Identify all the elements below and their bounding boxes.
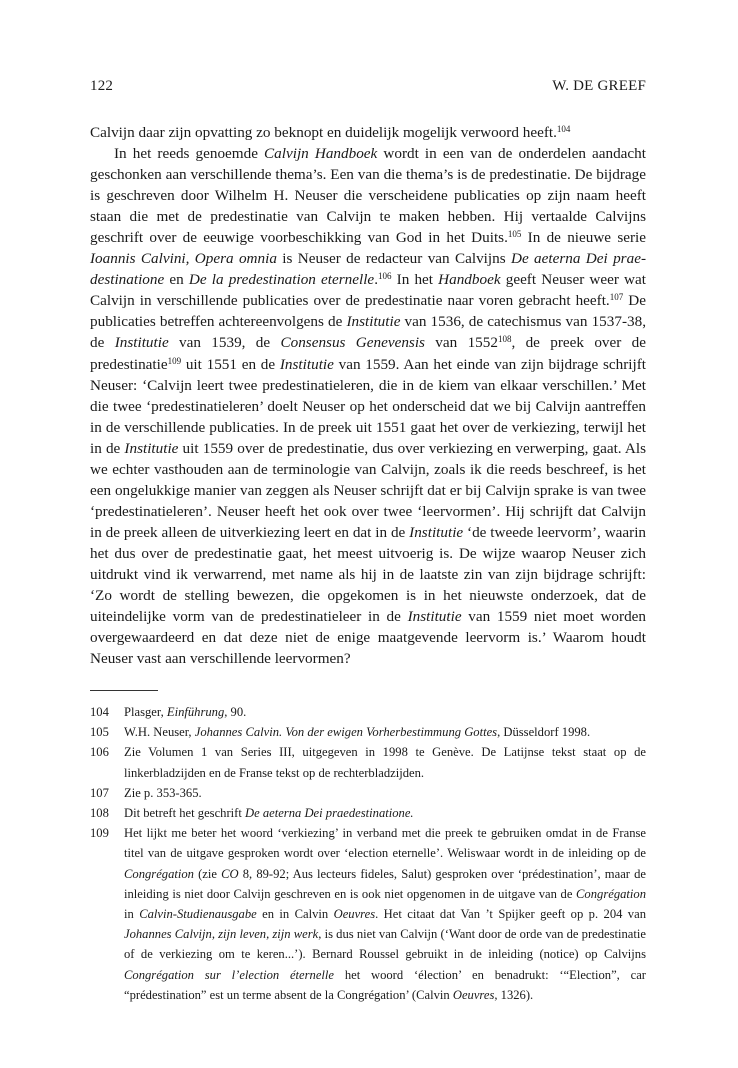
italic-text: Institutie xyxy=(279,355,334,373)
text-run: geeft Neuser weer wat Calvijn in verschillende publicaties over de predestinatie naar voren gebracht heeft. xyxy=(90,271,646,310)
text-run: (zie xyxy=(193,866,222,881)
text-run: is Neuser de redacteur van Calvijns xyxy=(276,250,511,268)
text-run: 8, 89-92; Aus lecteurs fideles, Salut) gesproken over ‘prédestination’, maar de inleiding is niet door Calvijn geschreven en is ook niet opgenomen in de uitgave van de xyxy=(124,866,646,901)
footnote xyxy=(90,742,646,782)
text-run: Zie p. 353-365. xyxy=(124,785,202,800)
footnote-ref: 109 xyxy=(167,355,182,366)
italic-text: Johannes Calvijn, zijn leven, zijn werk xyxy=(124,927,319,942)
text-run: . Het citaat dat Van ’t Spijker geeft op p. 204 van xyxy=(375,907,646,922)
footnote-ref: 108 xyxy=(497,334,512,345)
italic-text: Institutie xyxy=(409,523,464,541)
text-run: Plasger, xyxy=(124,705,167,719)
text-run: , is dus niet van Calvijn (‘Want door de orde van de predestinatie of de verkiezing om te keren...’). Bernard Roussel gebruikt in de inleiding (notice) op Calvijns xyxy=(124,927,646,962)
footnotes xyxy=(90,702,646,1005)
text-run: Calvijn daar zijn opvatting zo beknopt en duidelijk mogelijk verwoord heeft. xyxy=(90,124,557,141)
footnote-ref: 106 xyxy=(377,271,392,282)
footnote-number: 104 xyxy=(90,705,109,719)
text-run: . xyxy=(374,271,378,289)
footnote xyxy=(90,803,646,823)
text-run: van 1559 niet moet worden overgewaardeerd en dat deze niet de enige maatgevende leervorm is.’ Waarom houdt Neuser vast aan verschillende leervormen? xyxy=(90,608,646,668)
text-run: , 1326). xyxy=(494,987,534,1002)
italic-text: Congrégation xyxy=(576,886,646,901)
text-run: , Düsseldorf 1998. xyxy=(497,725,591,740)
footnote-number: 107 xyxy=(90,785,109,800)
text-run: , de preek over de predestinatie xyxy=(90,334,646,373)
text-run: van 1559. Aan het einde van zijn bijdrage schrijft Neuser: ‘Calvijn leert twee predestinatieleren, die in de kiem van elkaar verschillen.’ Met die twee ‘predestinatieleren’ doelt Neuser op het onderscheid dat we bij Calvijn aantreffen in de verschillende publicaties. In de preek uit 1551 gaat het over de verkiezing, terwijl het in de xyxy=(90,355,647,457)
footnote-separator xyxy=(90,690,158,691)
footnote xyxy=(90,702,646,722)
footnote-ref: 107 xyxy=(609,292,624,303)
italic-text: Institutie xyxy=(346,313,401,331)
italic-text: Calvin-Studienausgabe xyxy=(139,907,257,922)
text-run: Zie Volumen 1 van Series III, uitgegeven in 1998 te Genève. De Latijnse tekst staat op de linkerbladzijden en de Franse tekst op de rechterbladzijden. xyxy=(124,745,646,780)
italic-text: Johannes Calvin. Von der ewigen Vorherbestimmung Gottes xyxy=(194,725,498,740)
italic-text: Institutie xyxy=(114,334,169,352)
text-run: W.H. Neuser, xyxy=(124,725,195,740)
italic-text: Institutie xyxy=(124,439,179,457)
footnote xyxy=(90,783,646,803)
text-run: het woord ‘élection’ en benadrukt: ‘“Election”, car “prédestination” est un terme absent de la Congrégation’ (Calvin xyxy=(124,967,646,1002)
italic-text: Congrégation sur l’election éternelle xyxy=(124,967,335,982)
body-text xyxy=(90,122,646,669)
footnote-number: 106 xyxy=(90,745,109,760)
italic-text: Einführung xyxy=(166,705,225,719)
text-run: In het reeds genoemde xyxy=(114,145,265,163)
footnote-number: 109 xyxy=(90,826,109,841)
paragraph xyxy=(90,143,646,669)
page-number: 122 xyxy=(90,78,114,94)
footnote-number: 105 xyxy=(90,725,109,740)
footnote-number: 108 xyxy=(90,806,109,821)
italic-text: Oeuvres xyxy=(333,907,376,922)
footnote-ref: 104 xyxy=(556,124,571,134)
text-run: en xyxy=(164,271,189,289)
italic-text: Oeuvres xyxy=(452,987,495,1002)
italic-text: Handboek xyxy=(438,271,501,289)
italic-text: Calvijn Handboek xyxy=(264,145,378,163)
text-run: , 90. xyxy=(224,705,247,719)
text-run: en in Calvin xyxy=(256,907,334,922)
text-run: van 1539, de xyxy=(168,334,281,352)
text-run: van 1536, de catechismus van 1537-38, de xyxy=(90,313,646,352)
running-header xyxy=(90,78,646,102)
text-run: De publicaties betreffen achtereenvolgens de xyxy=(90,292,646,331)
running-head-author: W. DE GREEF xyxy=(552,78,646,94)
text-run: In de nieuwe serie xyxy=(521,229,646,247)
text-run: wordt in een van de onderdelen aandacht geschonken aan verschillende thema’s. Een van die thema’s is de predestinatie. De bijdrage is geschreven door Wilhelm H. Neuser die verscheidene publicaties op zijn naam heeft staan die met de predestinatie van Calvijn te maken hebben. Hij vertaalde Calvijns geschrift over de eeuwige voorbeschikking van God in het Duits. xyxy=(90,145,646,247)
italic-text: De aeterna Dei praedestinatione. xyxy=(245,806,414,821)
text-run: ‘de tweede leervorm’, waarin het dus over de predestinatie gaat, het meest uitvoerig is. De wijze waarop Neuser zich uitdrukt vind ik verwarrend, met name als hij in de laatste zin van zijn bijdrage schrijft: ‘Zo wordt de stelling bewezen, die opgekomen is in het nieuwste onderzoek, dat de uiteindelijke vorm van de predestinatieleer in de xyxy=(90,523,647,626)
italic-text: Congrégation xyxy=(124,866,194,881)
italic-text: De la predestination eternelle xyxy=(188,271,375,289)
italic-text: Institutie xyxy=(407,608,462,626)
text-run: In het xyxy=(391,271,439,289)
italic-text: CO xyxy=(221,866,239,881)
text-run: uit 1559 over de predestinatie, dus over verkiezing en verwerping, gaat. Als we echter vasthouden aan de terminologie van Calvijn, zoals ik die reeds beschreef, is het een ongelukkige manier van zeggen als Neuser schrijft dat er bij Calvijn sprake is van twee ‘predestinatieleren’. Neuser heeft het ook over twee ‘leervormen’. Hij schrijft dat Calvijn in de preek alleen de uitverkiezing leert en dat in de xyxy=(90,439,646,541)
italic-text: De aeterna Dei praedestinatione xyxy=(90,250,646,289)
text-run: Dit betreft het geschrift xyxy=(124,806,245,821)
footnote xyxy=(90,722,646,742)
text-run: Het lijkt me beter het woord ‘verkiezing’ in verband met die preek te gebruiken omdat in de Franse titel van de uitgave gesproken wordt over ‘election eternelle’. Weliswaar wordt in de inleiding op de xyxy=(124,826,646,861)
footnote-ref: 105 xyxy=(507,229,522,240)
italic-text: Consensus Genevensis xyxy=(280,334,425,352)
italic-text: Ioannis Calvini, Opera omnia xyxy=(90,250,277,268)
footnote xyxy=(90,823,646,1005)
paragraph xyxy=(90,122,646,143)
text-run: uit 1551 en de xyxy=(181,355,280,373)
text-run: van 1552 xyxy=(424,334,498,352)
text-run: in xyxy=(124,907,140,922)
